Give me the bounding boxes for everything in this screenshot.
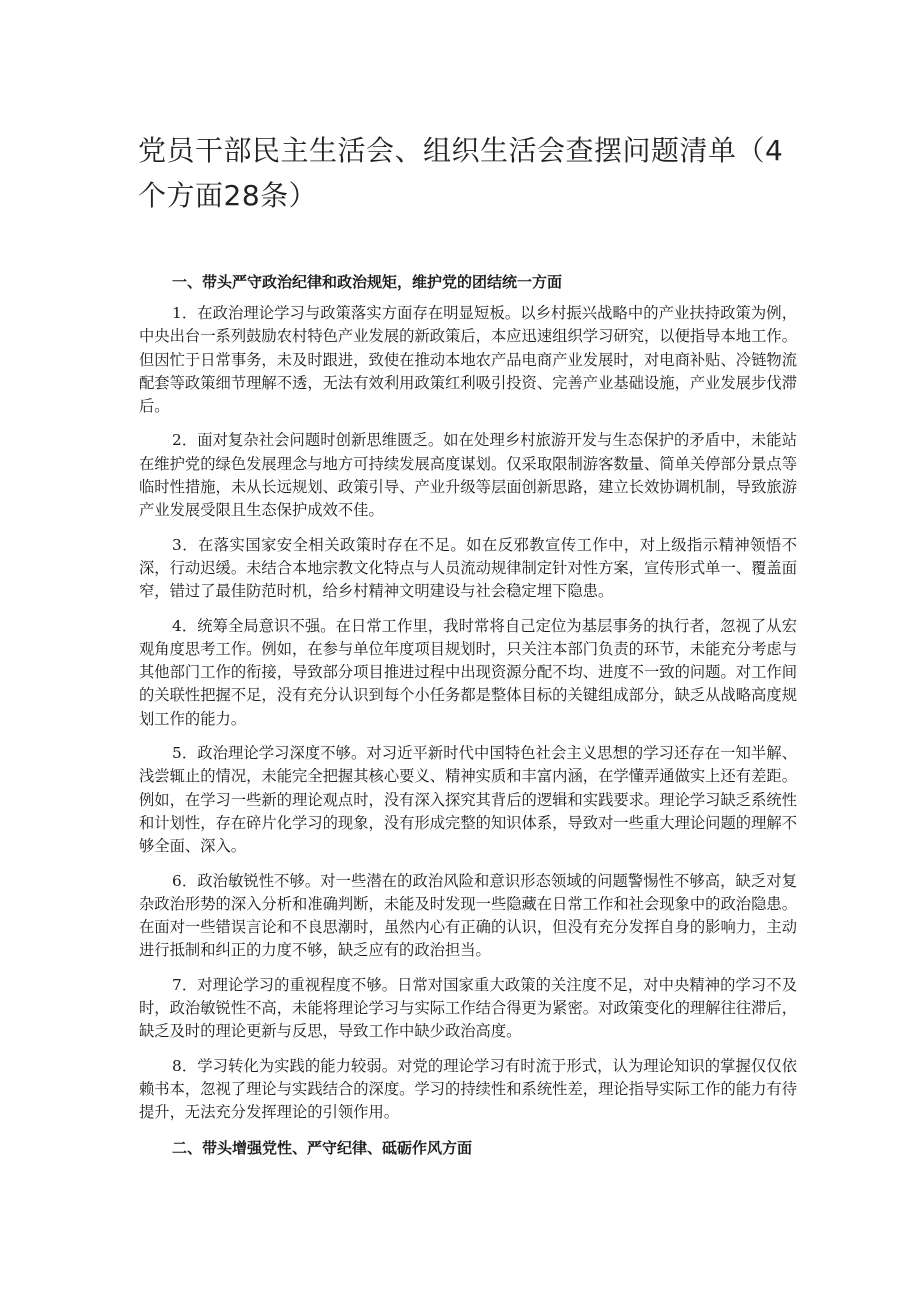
list-item: 4．统筹全局意识不强。在日常工作里，我时常将自己定位为基层事务的执行者，忽视了从宏观角度思考工作。例如，在参与单位年度项目规划时，只关注本部门负责的环节，未能充分考虑与其他部门工作的衔接，导致部分项目推进过程中出现资源分配不均、进度不一致的问题。对工作间的关联性把握不足，没有充分认识到每个小任务都是整体目标的关键组成部分，缺乏从战略高度规划工作的能力。 — [139, 616, 797, 728]
list-item: 2．面对复杂社会问题时创新思维匮乏。如在处理乡村旅游开发与生态保护的矛盾中，未能站在维护党的绿色发展理念与地方可持续发展高度谋划。仅采取限制游客数量、简单关停部分景点等临时性措施，未从长远规划、政策引导、产业升级等层面创新思路，建立长效协调机制，导致旅游产业发展受限且生态保护成效不佳。 — [139, 431, 797, 520]
section-heading: 一、带头严守政治纪律和政治规矩，维护党的团结统一方面 — [172, 273, 563, 291]
list-item: 7．对理论学习的重视程度不够。日常对国家重大政策的关注度不足，对中央精神的学习不及时，政治敏锐性不高，未能将理论学习与实际工作结合得更为紧密。对政策变化的理解往往滞后，缺乏及时的理论更新与反思，导致工作中缺少政治高度。 — [139, 975, 797, 1041]
list-item: 6．政治敏锐性不够。对一些潜在的政治风险和意识形态领域的问题警惕性不够高，缺乏对复杂政治形势的深入分析和准确判断，未能及时发现一些隐藏在日常工作和社会现象中的政治隐患。在面对一些错误言论和不良思潮时，虽然内心有正确的认识，但没有充分发挥自身的影响力，主动进行抵制和纠正的力度不够，缺乏应有的政治担当。 — [139, 871, 797, 960]
list-item: 3．在落实国家安全相关政策时存在不足。如在反邪教宣传工作中，对上级指示精神领悟不深，行动迟缓。未结合本地宗教文化特点与人员流动规律制定针对性方案，宣传形式单一、覆盖面窄，错过了最佳防范时机，给乡村精神文明建设与社会稳定埋下隐患。 — [139, 535, 797, 601]
list-item: 5．政治理论学习深度不够。对习近平新时代中国特色社会主义思想的学习还存在一知半解、浅尝辄止的情况，未能完全把握其核心要义、精神实质和丰富内涵，在学懂弄通做实上还有差距。例如，在学习一些新的理论观点时，没有深入探究其背后的逻辑和实践要求。理论学习缺乏系统性和计划性，存在碎片化学习的现象，没有形成完整的知识体系，导致对一些重大理论问题的理解不够全面、深入。 — [139, 744, 797, 856]
document-body — [139, 270, 797, 1160]
document-title: 党员干部民主生活会、组织生活会查摆问题清单（4个方面28条） — [138, 134, 784, 212]
list-item: 1．在政治理论学习与政策落实方面存在明显短板。以乡村振兴战略中的产业扶持政策为例，中央出台一系列鼓励农村特色产业发展的新政策后，本应迅速组织学习研究，以便指导本地工作。但因忙于日常事务，未及时跟进，致使在推动本地农产品电商产业发展时，对电商补贴、冷链物流配套等政策细节理解不透，无法有效利用政策红利吸引投资、完善产业基础设施，产业发展步伐滞后。 — [139, 304, 797, 416]
section-heading: 二、带头增强党性、严守纪律、砥砺作风方面 — [172, 1138, 473, 1157]
list-item: 8．学习转化为实践的能力较弱。对党的理论学习有时流于形式，认为理论知识的掌握仅仅依赖书本，忽视了理论与实践结合的深度。学习的持续性和系统性差，理论指导实际工作的能力有待提升，无法充分发挥理论的引领作用。 — [139, 1056, 797, 1122]
